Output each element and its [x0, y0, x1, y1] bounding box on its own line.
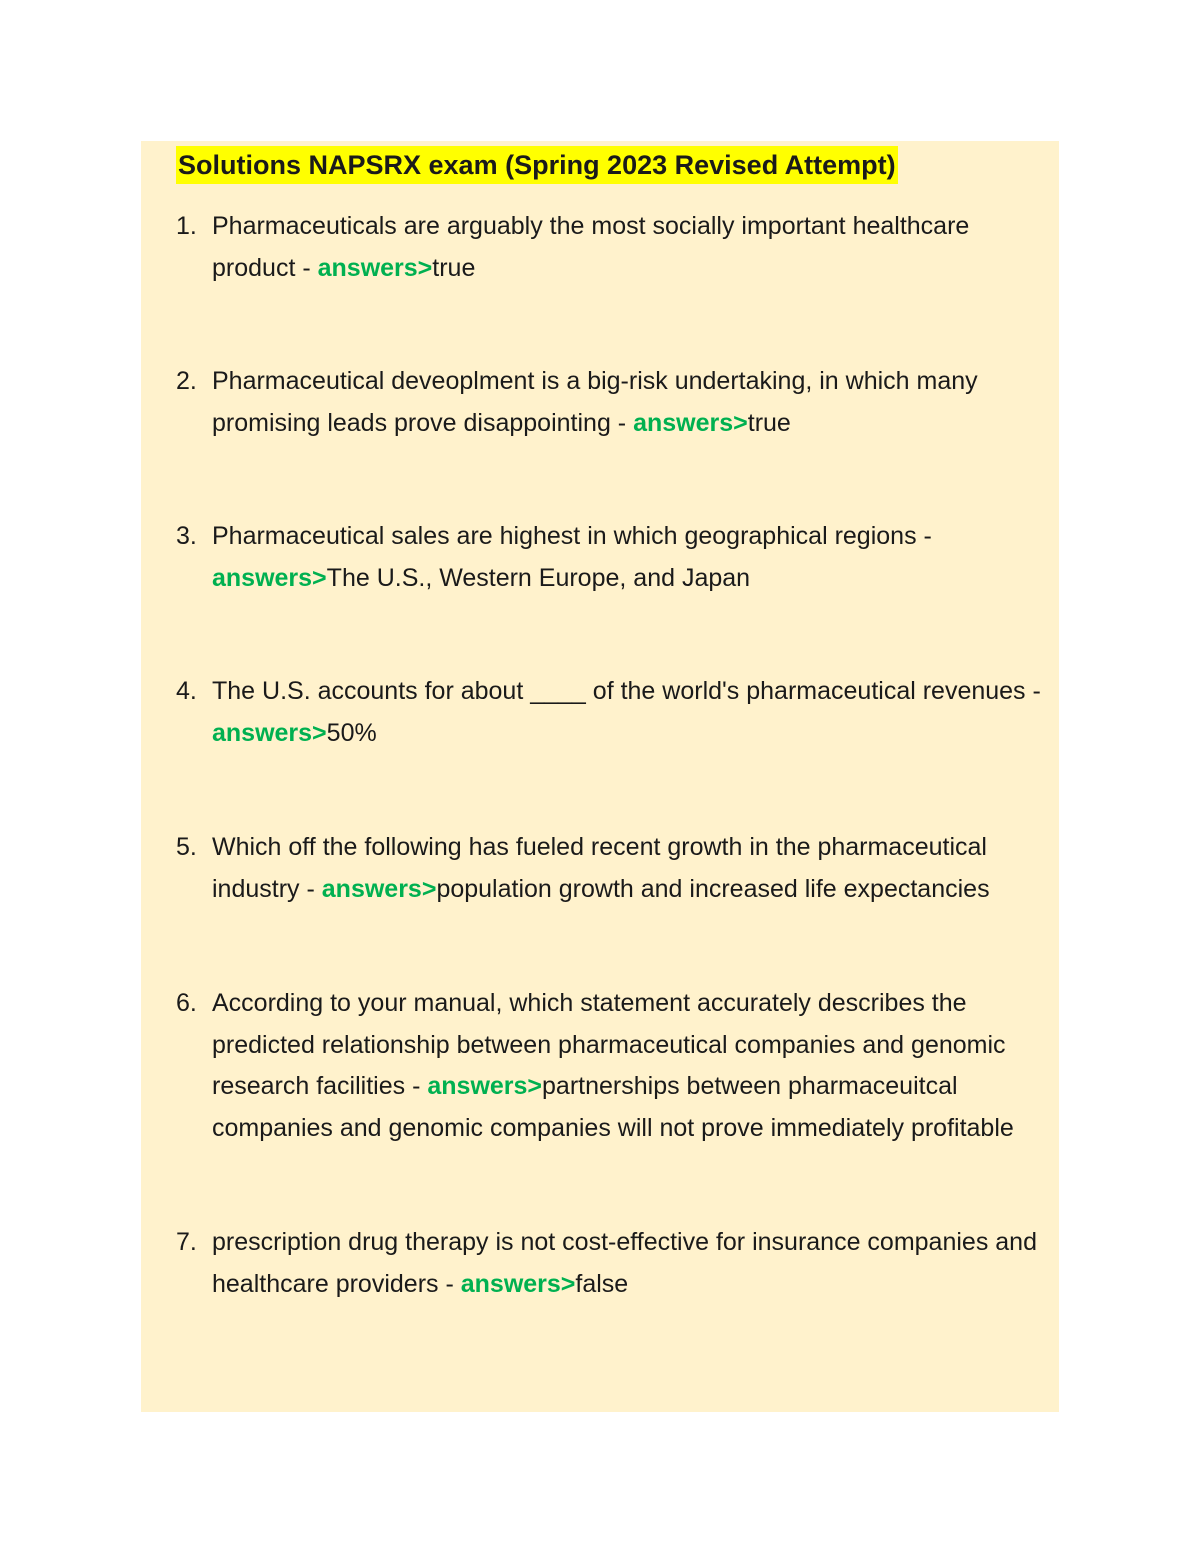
answer-text: population growth and increased life expectancies — [436, 874, 990, 903]
answer-text: The U.S., Western Europe, and Japan — [326, 563, 751, 592]
answer-text: true — [432, 253, 476, 282]
question-list — [176, 206, 1056, 1305]
question-number: 2. — [176, 367, 197, 395]
question-number: 5. — [176, 833, 197, 861]
question-number: 4. — [176, 677, 197, 705]
question-text: Which off the following has fueled recent growth in the pharmaceutical industry - — [212, 833, 987, 903]
question-number: 6. — [176, 989, 197, 1017]
answer-text: 50% — [326, 718, 377, 747]
question-text: Pharmaceutical deveoplment is a big-risk undertaking, in which many promising leads prove disappointing - — [212, 367, 978, 437]
question-text: Pharmaceutical sales are highest in which geographical regions - — [212, 522, 932, 550]
question-text: According to your manual, which statement accurately describes the predicted relationship between pharmaceutical companies and genomic research facilities - — [212, 989, 1006, 1100]
question-item — [176, 516, 1056, 599]
question-item — [176, 671, 1056, 754]
answer-marker: answers> — [427, 1072, 543, 1100]
answer-marker: answers> — [317, 253, 433, 282]
question-item — [176, 827, 1056, 910]
answer-marker: answers> — [321, 874, 437, 903]
document-title: Solutions NAPSRX exam (Spring 2023 Revised Attempt) — [176, 146, 898, 184]
question-item — [176, 983, 1056, 1149]
answer-marker: answers> — [633, 408, 748, 437]
answer-marker: answers> — [212, 563, 327, 592]
question-text: Pharmaceuticals are arguably the most socially important healthcare product - — [212, 212, 970, 282]
question-item — [176, 206, 1056, 289]
question-number: 7. — [176, 1228, 197, 1256]
answer-text: true — [747, 408, 791, 437]
answer-marker: answers> — [460, 1269, 576, 1298]
answer-marker: answers> — [212, 718, 327, 747]
question-number: 3. — [176, 522, 197, 550]
answer-text: false — [575, 1269, 629, 1298]
question-item — [176, 361, 1056, 444]
question-number: 1. — [176, 212, 197, 240]
answer-text: partnerships between pharmaceuitcal companies and genomic companies will not prove immediately profitable — [212, 1072, 1014, 1142]
question-text: The U.S. accounts for about ____ of the world's pharmaceutical revenues - — [212, 677, 1041, 705]
question-text: prescription drug therapy is not cost-effective for insurance companies and healthcare providers - — [212, 1228, 1037, 1298]
question-item — [176, 1222, 1056, 1305]
